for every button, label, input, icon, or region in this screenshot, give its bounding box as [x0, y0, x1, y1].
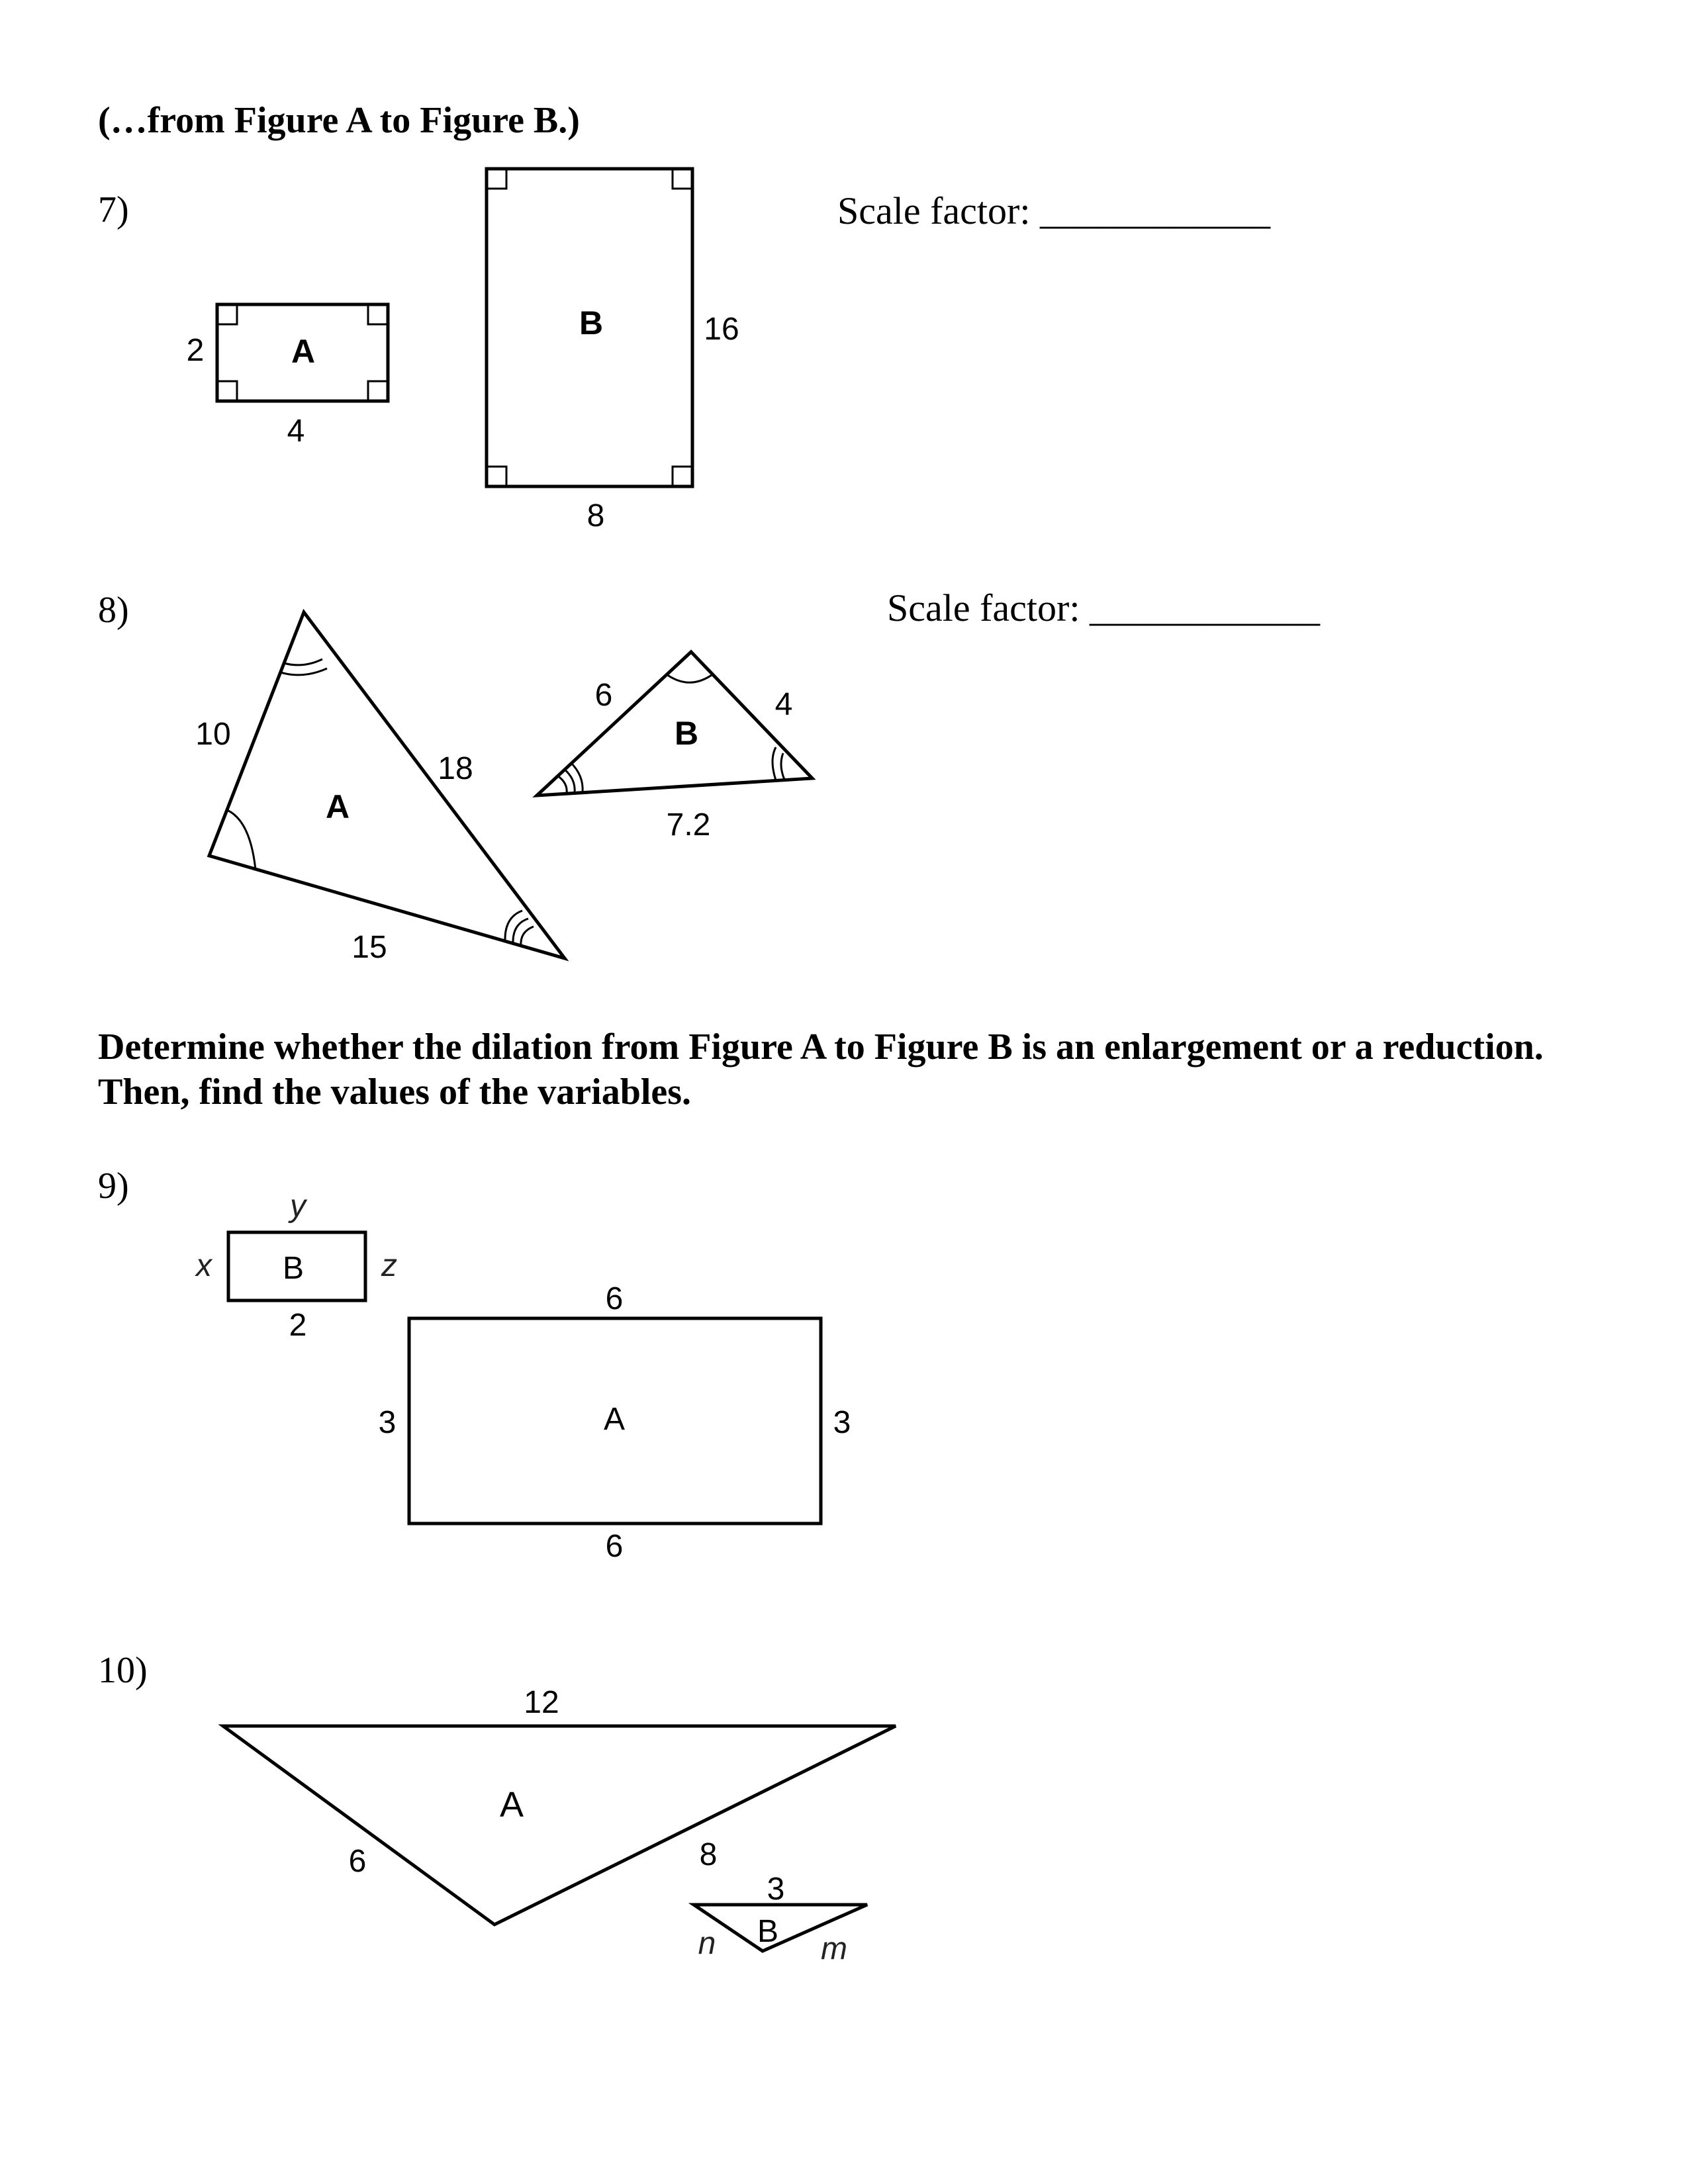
scale-factor-blank[interactable]: ____________	[1039, 189, 1270, 232]
p10-figure-b-label: B	[757, 1914, 779, 1949]
p10-figure-a-label: A	[499, 1785, 524, 1825]
p10-a-top-side: 12	[524, 1685, 559, 1720]
problem-9-number: 9)	[98, 1165, 129, 1206]
p8-figure-b-label: B	[674, 715, 699, 752]
p10-a-left-side: 6	[348, 1844, 367, 1879]
p8-triangle-a-angle-marks	[227, 659, 534, 946]
scale-factor-label: Scale factor:	[837, 189, 1031, 232]
p9-a-top-side: 6	[605, 1281, 624, 1316]
p10-b-right-variable: m	[821, 1931, 847, 1966]
p7-a-bottom-side: 4	[287, 414, 305, 449]
p9-a-right-side: 3	[833, 1405, 851, 1440]
p7-figure-b-label: B	[579, 304, 604, 341]
p10-b-top-side: 3	[767, 1872, 785, 1907]
p7-b-bottom-side: 8	[586, 498, 605, 533]
p8-a-right-side: 18	[438, 751, 473, 786]
p10-a-right-side: 8	[699, 1837, 718, 1872]
p8-triangle-a	[209, 612, 565, 958]
p8-a-left-side: 10	[195, 717, 231, 752]
p8-b-bottom-side: 7.2	[666, 807, 711, 842]
p7-a-left-side: 2	[186, 333, 205, 368]
p10-triangle-a	[223, 1726, 896, 1925]
p9-b-top-variable: y	[290, 1189, 306, 1224]
p9-b-left-variable: x	[196, 1248, 212, 1283]
p9-b-right-variable: z	[381, 1248, 397, 1283]
problem-7-number: 7)	[98, 189, 129, 230]
p9-b-bottom-side: 2	[289, 1308, 307, 1343]
instructions: Determine whether the dilation from Figure A to Figure B is an enlargement or a reduction. Then, find the values of the variables.	[98, 1026, 1544, 1113]
p7-figure-a-label: A	[291, 333, 316, 370]
p8-triangle-b-angle-marks	[557, 674, 784, 794]
problem-10-number: 10)	[98, 1650, 148, 1691]
problem-8-number: 8)	[98, 590, 129, 631]
p9-a-bottom-side: 6	[605, 1529, 624, 1564]
p8-b-right-side: 4	[774, 687, 793, 722]
p9-a-left-side: 3	[378, 1405, 397, 1440]
p8-figure-a-label: A	[325, 788, 350, 825]
p7-b-right-side: 16	[704, 312, 739, 347]
p8-b-left-side: 6	[594, 678, 613, 713]
p9-figure-a-label: A	[603, 1402, 626, 1437]
p8-a-bottom-side: 15	[352, 930, 387, 965]
worksheet-header: (…from Figure A to Figure B.)	[98, 100, 580, 141]
p10-b-left-variable: n	[698, 1926, 716, 1961]
scale-factor-label: Scale factor:	[887, 586, 1080, 629]
scale-factor-blank[interactable]: ____________	[1089, 586, 1320, 629]
p9-figure-b-label: B	[282, 1251, 305, 1286]
